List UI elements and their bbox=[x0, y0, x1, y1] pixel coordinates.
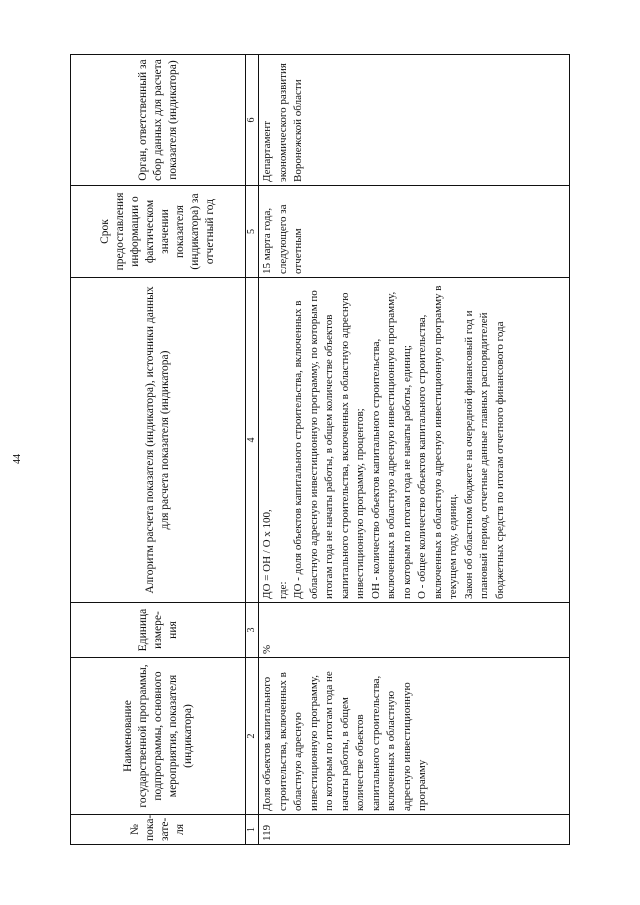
column-number: 1 bbox=[246, 815, 259, 845]
column-number-row bbox=[246, 55, 259, 845]
header-indicator-number: № пока- зате- ля bbox=[71, 815, 246, 845]
column-number: 3 bbox=[246, 603, 259, 658]
table-header-row bbox=[71, 55, 246, 845]
header-unit: Единица измере- ния bbox=[71, 603, 246, 658]
column-number: 6 bbox=[246, 55, 259, 186]
header-indicator-name: Наименование государственной программы, подпрограммы, основного мероприятия, показателя (индикатора) bbox=[71, 658, 246, 815]
indicator-algorithm: ДО = ОН / О х 100, где: ДО - доля объектов капитального строительства, включенных в областную адресную инвестиционную программу, по которым по итогам года не начаты работы, в общем количестве объектов капитального строительства, включенных в областную адресную инвестиционную программу, процентов; ОН - количество объектов капитального строительства, включенных в областную адресную инвестиционную программу, по которым по итогам года не начаты работы, единиц; О - общее количество объектов капитального строительства, включенных в областную адресную инвестиционную программу в текущем году, единиц. Закон об областном бюджете на очередной финансовый год и плановый период, отчетные данные главных распорядителей бюджетных средств по итогам отчетного финансового года bbox=[259, 278, 570, 603]
column-number: 5 bbox=[246, 186, 259, 278]
column-number: 4 bbox=[246, 278, 259, 603]
table-row bbox=[259, 55, 570, 845]
header-algorithm: Алгоритм расчета показателя (индикатора), источники данных для расчета показателя (индикатора) bbox=[71, 278, 246, 603]
column-number: 2 bbox=[246, 658, 259, 815]
indicator-deadline: 15 марта года, следующего за отчетным bbox=[259, 186, 570, 278]
indicator-table bbox=[70, 54, 570, 845]
indicator-unit: % bbox=[259, 603, 570, 658]
header-deadline: Срок предоставления информации о фактическом значении показателя (индикатора) за отчетный год bbox=[71, 186, 246, 278]
rotated-page-content bbox=[70, 55, 570, 845]
indicator-number: 119 bbox=[259, 815, 570, 845]
indicator-responsible: Департамент экономического развития Воронежской области bbox=[259, 55, 570, 186]
page-number: 44 bbox=[12, 454, 23, 464]
indicator-name: Доля объектов капитального строительства, включенных в областную адресную инвестиционную программу, по которым по итогам года не начаты работы, в общем количестве объектов капитального строительства, включенных в областную адресную инвестиционную программу bbox=[259, 658, 570, 815]
header-responsible: Орган, ответственный за сбор данных для расчета показателя (индикатора) bbox=[71, 55, 246, 186]
